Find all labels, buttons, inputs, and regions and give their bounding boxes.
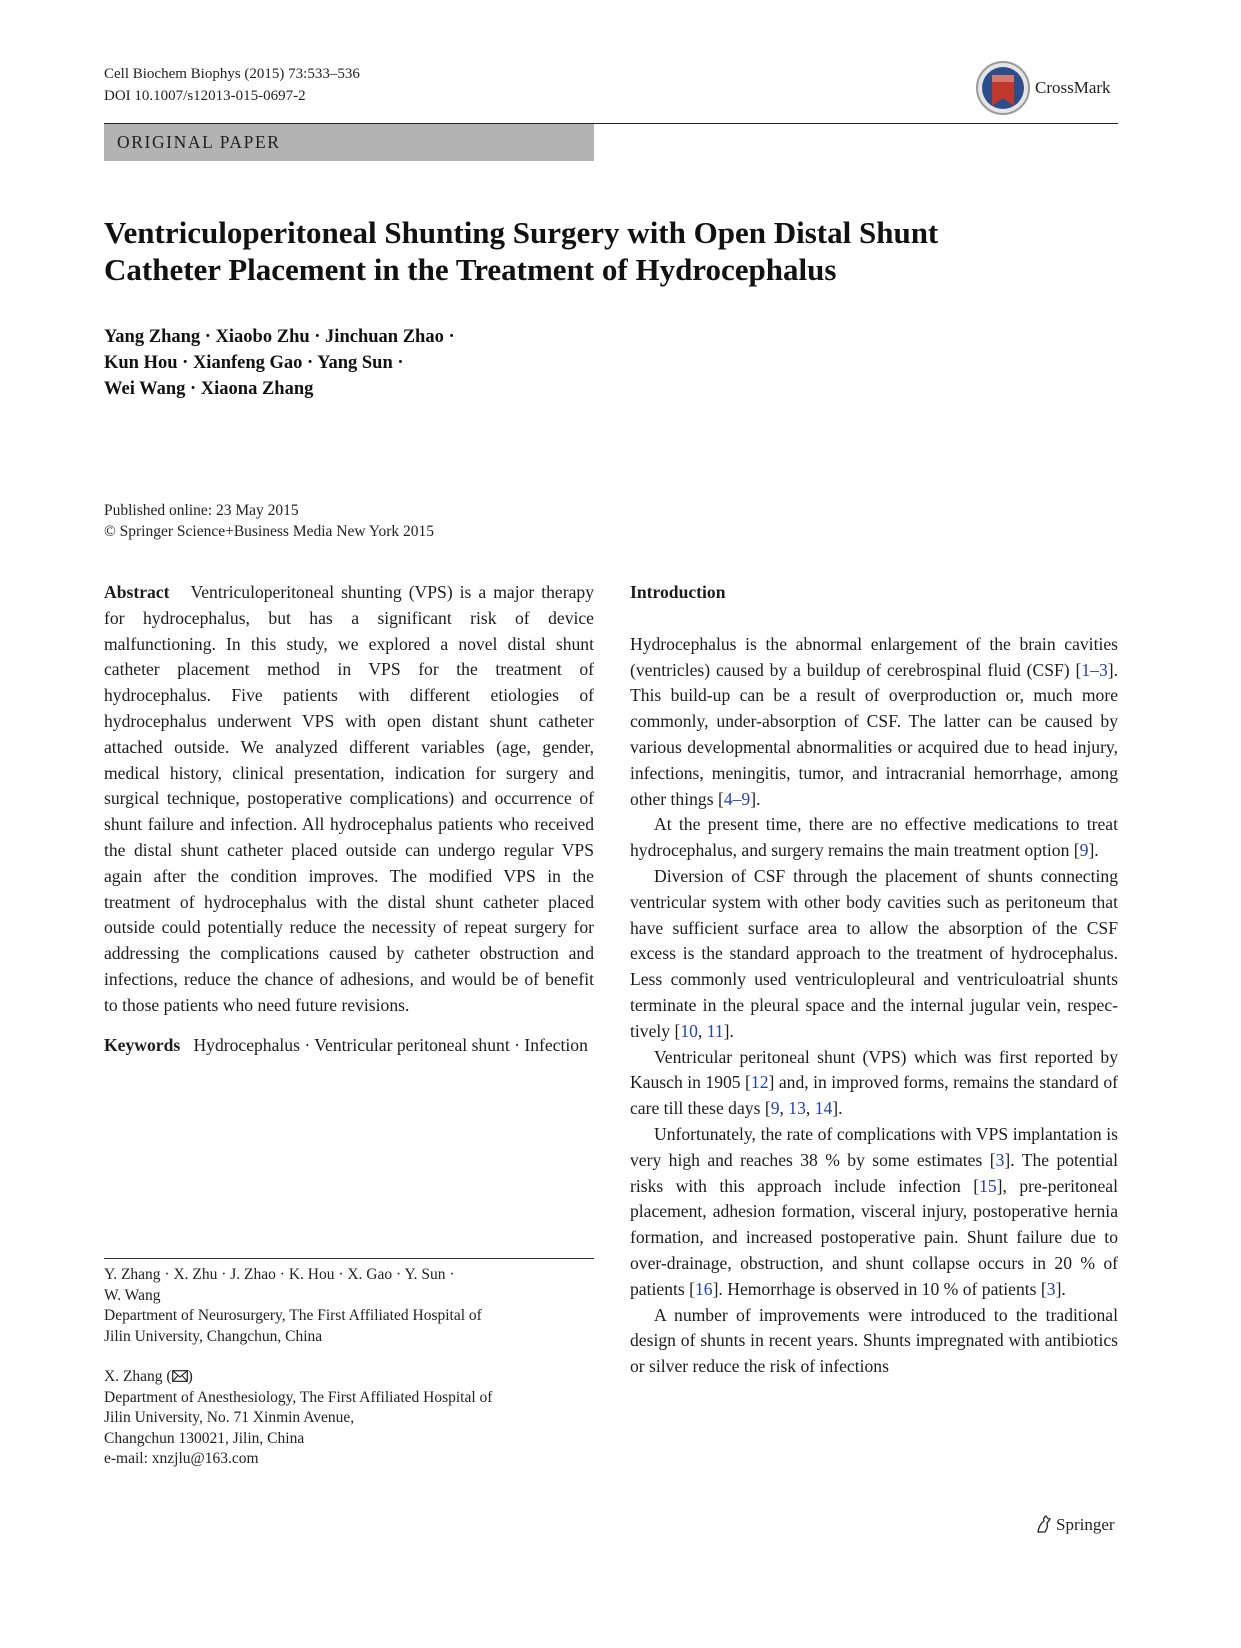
paper-title [104, 214, 1104, 288]
copyright: © Springer Science+Business Media New York 2015 [104, 523, 435, 540]
envelope-icon [172, 1370, 188, 1382]
citation-link[interactable]: 1–3 [1081, 659, 1108, 680]
author-line-1: Yang Zhang · Xiaobo Zhu · Jinchuan Zhao · [104, 327, 455, 347]
intro-paragraph-2: At the present time, there are no effective medications to treat hydrocephalus, and surgery remains the main treatment option [9]. [630, 814, 1118, 861]
citation-link[interactable]: 10 [680, 1020, 698, 1041]
affil1-line-1: Department of Neurosurgery, The First Affiliated Hospital of [104, 1307, 482, 1324]
title-line-1: Ventriculoperitoneal Shunting Surgery with Open Distal Shunt [104, 215, 939, 250]
corresponding-author: X. Zhang ( ) [104, 1368, 193, 1385]
author-line-3: Wei Wang · Xiaona Zhang [104, 379, 314, 399]
footnote-rule [104, 1258, 594, 1259]
abstract [104, 580, 594, 1019]
affil1-authors: Y. Zhang · X. Zhu · J. Zhao · K. Hou · X. Gao · Y. Sun · [104, 1266, 455, 1283]
crossmark-label: CrossMark [1035, 78, 1111, 97]
author-list [104, 324, 804, 402]
journal-citation: Cell Biochem Biophys (2015) 73:533–536 [104, 66, 360, 82]
right-column [630, 580, 1118, 1380]
intro-paragraph-5: Unfortunately, the rate of complications with VPS implantation is very high and reaches 38 % by some estimates [3]. The potential risks with this approach include infection [15], pre-peritoneal placement, adhesion formation, visceral injury, postoperative hernia formation, and increased postoperative pain. Shunt failure due to over-drainage, obstruction, and shunt collapse occurs in 20 % of patients [16]. Hemorrhage is observed in 10 % of patients [3]. [630, 1123, 1119, 1299]
publisher-logo [1035, 1514, 1115, 1535]
section-label: ORIGINAL PAPER [104, 124, 594, 161]
citation-link[interactable]: 12 [750, 1072, 769, 1093]
citation-link[interactable]: 14 [814, 1098, 833, 1119]
springer-horse-icon [1035, 1514, 1053, 1534]
citation-link[interactable]: 3 [995, 1149, 1005, 1170]
introduction-heading: Introduction [630, 582, 726, 602]
citation-link[interactable]: 13 [788, 1098, 806, 1119]
citation-link[interactable]: 9 [1079, 840, 1089, 861]
publication-info [104, 500, 434, 542]
affil1-line-2: Jilin University, Changchun, China [104, 1327, 323, 1345]
email[interactable]: e-mail: xnzjlu@163.com [104, 1450, 259, 1467]
affil2-line-3: Changchun 130021, Jilin, China [104, 1429, 305, 1447]
citation-link[interactable]: 3 [1046, 1278, 1056, 1299]
published-online: Published online: 23 May 2015 [104, 502, 299, 519]
abstract-label: Abstract [104, 582, 170, 602]
intro-paragraph-1: Hydrocephalus is the abnormal enlargement of the brain cavities (ventricles) caused by a buildup of cerebrospinal fluid (CSF) [1–3]. This build-up can be a result of overproduction or, much more commonly, under-absorption of CSF. The latter can be caused by various developmental abnormalities or acquired due to head injury, infections, meningitis, tumor, and intracranial hemorrhage, among other things [4–9]. [630, 633, 1118, 809]
doi[interactable]: DOI 10.1007/s12013-015-0697-2 [104, 88, 306, 104]
keywords-text: Hydrocephalus · Ventricular peritoneal shunt · Infection [193, 1034, 588, 1055]
citation-link[interactable]: 15 [979, 1175, 997, 1196]
affil2-line-1: Department of Anesthesiology, The First Affiliated Hospital of [104, 1388, 493, 1406]
keywords-label: Keywords [104, 1034, 181, 1055]
intro-paragraph-3: Diversion of CSF through the placement of shunts connecting ventricular system with other body cavities such as peritoneum that have sufficient surface area to allow the absorption of the CSF excess is the standard approach to the treatment of hydrocephalus. Less commonly used ventriculopleural and ventriculoatrial shunts terminate in the pleural space and the internal jugular vein, respectively [10, 11]. [630, 865, 1118, 1041]
springer-logo-text: Springer [1056, 1515, 1115, 1534]
left-column [104, 580, 594, 1058]
affiliations [104, 1265, 594, 1470]
intro-paragraph-4: Ventricular peritoneal shunt (VPS) which was first reported by Kausch in 1905 [12] and, in improved forms, remains the standard of care till these days [9, 13, 14]. [630, 1046, 1118, 1119]
crossmark-badge[interactable] [975, 60, 1125, 120]
corresponding-author-name: X. Zhang [104, 1368, 163, 1385]
keywords [104, 1033, 594, 1059]
intro-paragraph-6: A number of improvements were introduced to the traditional design of shunts in recent years. Shunts impregnated with antibiotics or silver reduce the risk of infections [630, 1304, 1118, 1377]
author-line-2: Kun Hou · Xianfeng Gao · Yang Sun · [104, 353, 404, 373]
affil1-authors-cont: W. Wang [104, 1286, 161, 1304]
title-line-2: Catheter Placement in the Treatment of Hydrocephalus [104, 252, 837, 287]
crossmark-icon [975, 60, 1031, 116]
citation-link[interactable]: 9 [770, 1098, 780, 1119]
citation-link[interactable]: 11 [706, 1020, 724, 1041]
abstract-text: Ventriculoperitoneal shunting (VPS) is a major therapy for hydrocephalus, but has a significant risk of device malfunctioning. In this study, we explored a novel distal shunt catheter placement method in VPS for the treatment of hydrocephalus. Five patients with different etiologies of hydrocephalus underwent VPS with open distant shunt catheter attached outside. We analyzed different variables (age, gender, medical history, clinical presentation, indication for surgery and surgical technique, postoperative complications) and occurrence of shunt failure and infection. All hydrocephalus patients who received the distal shunt catheter placed outside can undergo regular VPS again after the condition improves. The modified VPS in the treatment of hydrocephalus with the distal shunt catheter placed outside could potentially reduce the necessity of repeat surgery for addressing the complications caused by catheter obstruction and infections, reduce the chance of adhesions, and would be of benefit to those patients who need future revisions. [104, 582, 594, 1015]
citation-link[interactable]: 4–9 [723, 788, 751, 809]
citation-link[interactable]: 16 [694, 1278, 713, 1299]
affil2-line-2: Jilin University, No. 71 Xinmin Avenue, [104, 1409, 355, 1426]
